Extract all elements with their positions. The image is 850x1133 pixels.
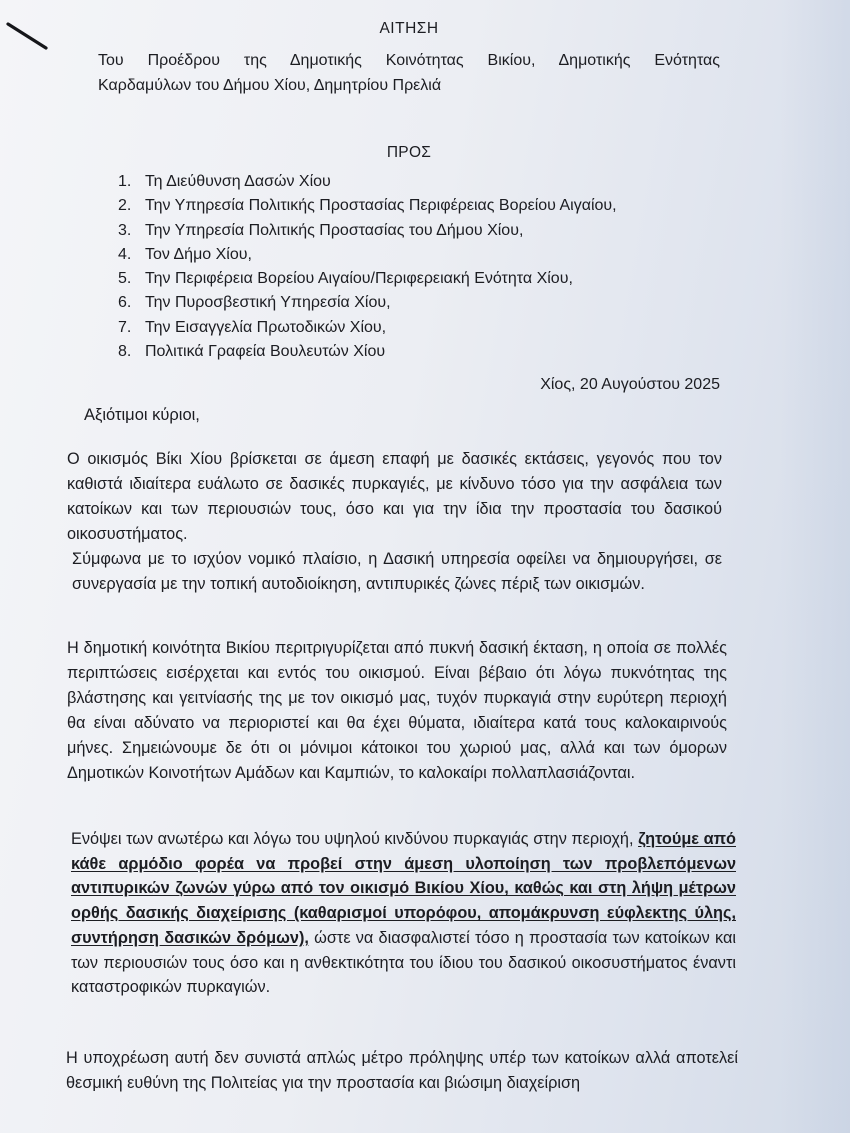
list-item-number: 2. xyxy=(118,197,132,215)
paragraph-4-intro: Ενόψει των ανωτέρω και λόγω του υψηλού κινδύνου πυρκαγιάς στην περιοχή, xyxy=(71,830,634,848)
list-item xyxy=(118,243,617,267)
list-item-text: Πολιτικά Γραφεία Βουλευτών Χίου xyxy=(145,343,386,361)
list-item-text: Την Περιφέρεια Βορείου Αιγαίου/Περιφερειακή Ενότητα Χίου, xyxy=(145,270,573,288)
list-item xyxy=(118,316,617,340)
list-item xyxy=(118,291,617,315)
list-item-text: Την Υπηρεσία Πολιτικής Προστασίας Περιφέρειας Βορείου Αιγαίου, xyxy=(145,197,617,215)
page-edge-shadow xyxy=(780,0,850,1133)
greeting: Αξιότιμοι κύριοι, xyxy=(84,406,200,424)
list-item-number: 3. xyxy=(118,221,132,239)
list-item-number: 5. xyxy=(118,270,132,288)
list-item-text: Τη Διεύθυνση Δασών Χίου xyxy=(145,173,331,190)
list-item-text: Την Πυροσβεστική Υπηρεσία Χίου, xyxy=(145,294,391,312)
paragraph-3: Η δημοτική κοινότητα Βικίου περιτριγυρίζεται από πυκνή δασική έκταση, η οποία σε πολλές περιπτώσεις εισέρχεται και εντός του οικισμού. Είναι βέβαιο ότι λόγω πυκνότητας της βλάστησης και γειτνίασής της με τον οικισμό μας, τυχόν πυρκαγιά στην ευρύτερη περιοχή θα είναι αδύνατο να περιοριστεί και θα έχει θύματα, ιδιαίτερα κατά τους καλοκαιρινούς μήνες. Σημειώνουμε δε ότι οι μόνιμοι κάτοικοι του χωριού μας, αλλά και των όμορων Δημοτικών Κοινοτήτων Αμάδων και Καμπιών, το καλοκαίρι πολλαπλασιάζονται. xyxy=(67,639,727,782)
list-item xyxy=(118,194,617,218)
document-title: ΑΙΤΗΣΗ xyxy=(379,20,439,37)
paragraph-4-request-bold: ζητούμε από κάθε αρμόδιο φορέα να προβεί στην άμεση υλοποίηση των προβλεπόμενων αντιπυρικών ζωνών γύρω από τον οικισμό Βικίου Χίου, καθώς και στη λήψη μέτρων ορθής δασικής διαχείρισης (καθαρισμοί υπορόφου, απομάκρυνση εύφλεκτης ύλης, συντήρηση δασικών δρόμων), xyxy=(71,830,736,947)
sender-block xyxy=(98,48,720,98)
paragraph-2: Σύμφωνα με το ισχύον νομικό πλαίσιο, η Δασική υπηρεσία οφείλει να δημιουργήσει, σε συνεργασία με την τοπική αυτοδιοίκηση, αντιπυρικές ζώνες πέριξ των οικισμών. xyxy=(72,550,722,593)
paragraph-1: Ο οικισμός Βίκι Χίου βρίσκεται σε άμεση επαφή με δασικές εκτάσεις, γεγονός που τον καθιστά ιδιαίτερα ευάλωτο σε δασικές πυρκαγιές, με κίνδυνο τόσο για την ασφάλεια των κατοίκων και των περιουσιών τους, όσο και για την ίδια την προστασία του δασικού οικοσυστήματος. xyxy=(67,450,722,543)
list-item xyxy=(118,340,617,364)
list-item-text: Την Υπηρεσία Πολιτικής Προστασίας του Δήμου Χίου, xyxy=(145,221,524,239)
recipients-heading: ΠΡΟΣ xyxy=(386,144,432,161)
recipients-list xyxy=(118,170,617,364)
paragraph-4 xyxy=(71,827,736,1000)
paragraph-5: Η υποχρέωση αυτή δεν συνιστά απλώς μέτρο πρόληψης υπέρ των κατοίκων αλλά αποτελεί θεσμική ευθύνη της Πολιτείας για την προστασία και βιώσιμη διαχείριση xyxy=(66,1049,738,1092)
list-item xyxy=(118,170,617,194)
list-item-text: Την Εισαγγελία Πρωτοδικών Χίου, xyxy=(145,318,387,336)
list-item-number: 1. xyxy=(118,173,132,190)
list-item xyxy=(118,267,617,291)
list-item-number: 4. xyxy=(118,245,132,263)
sender-line-2: Καρδαμύλων του Δήμου Χίου, Δημητρίου Πρελιά xyxy=(98,77,442,94)
list-item-number: 6. xyxy=(118,294,132,312)
sender-line-1: Του Προέδρου της Δημοτικής Κοινότητας Βικίου, Δημοτικής Ενότητας xyxy=(98,52,720,69)
list-item-number: 7. xyxy=(118,318,132,336)
list-item xyxy=(118,219,617,243)
list-item-number: 8. xyxy=(118,343,132,361)
paragraph-4-end: ώστε να διασφαλιστεί τόσο η προστασία των κατοίκων και των περιουσιών τους όσο και η ανθεκτικότητα του ίδιου του δασικού οικοσυστήματος έναντι καταστροφικών πυρκαγιών. xyxy=(71,928,736,997)
list-item-text: Τον Δήμο Χίου, xyxy=(145,245,252,263)
date-line: Χίος, 20 Αυγούστου 2025 xyxy=(540,376,720,393)
